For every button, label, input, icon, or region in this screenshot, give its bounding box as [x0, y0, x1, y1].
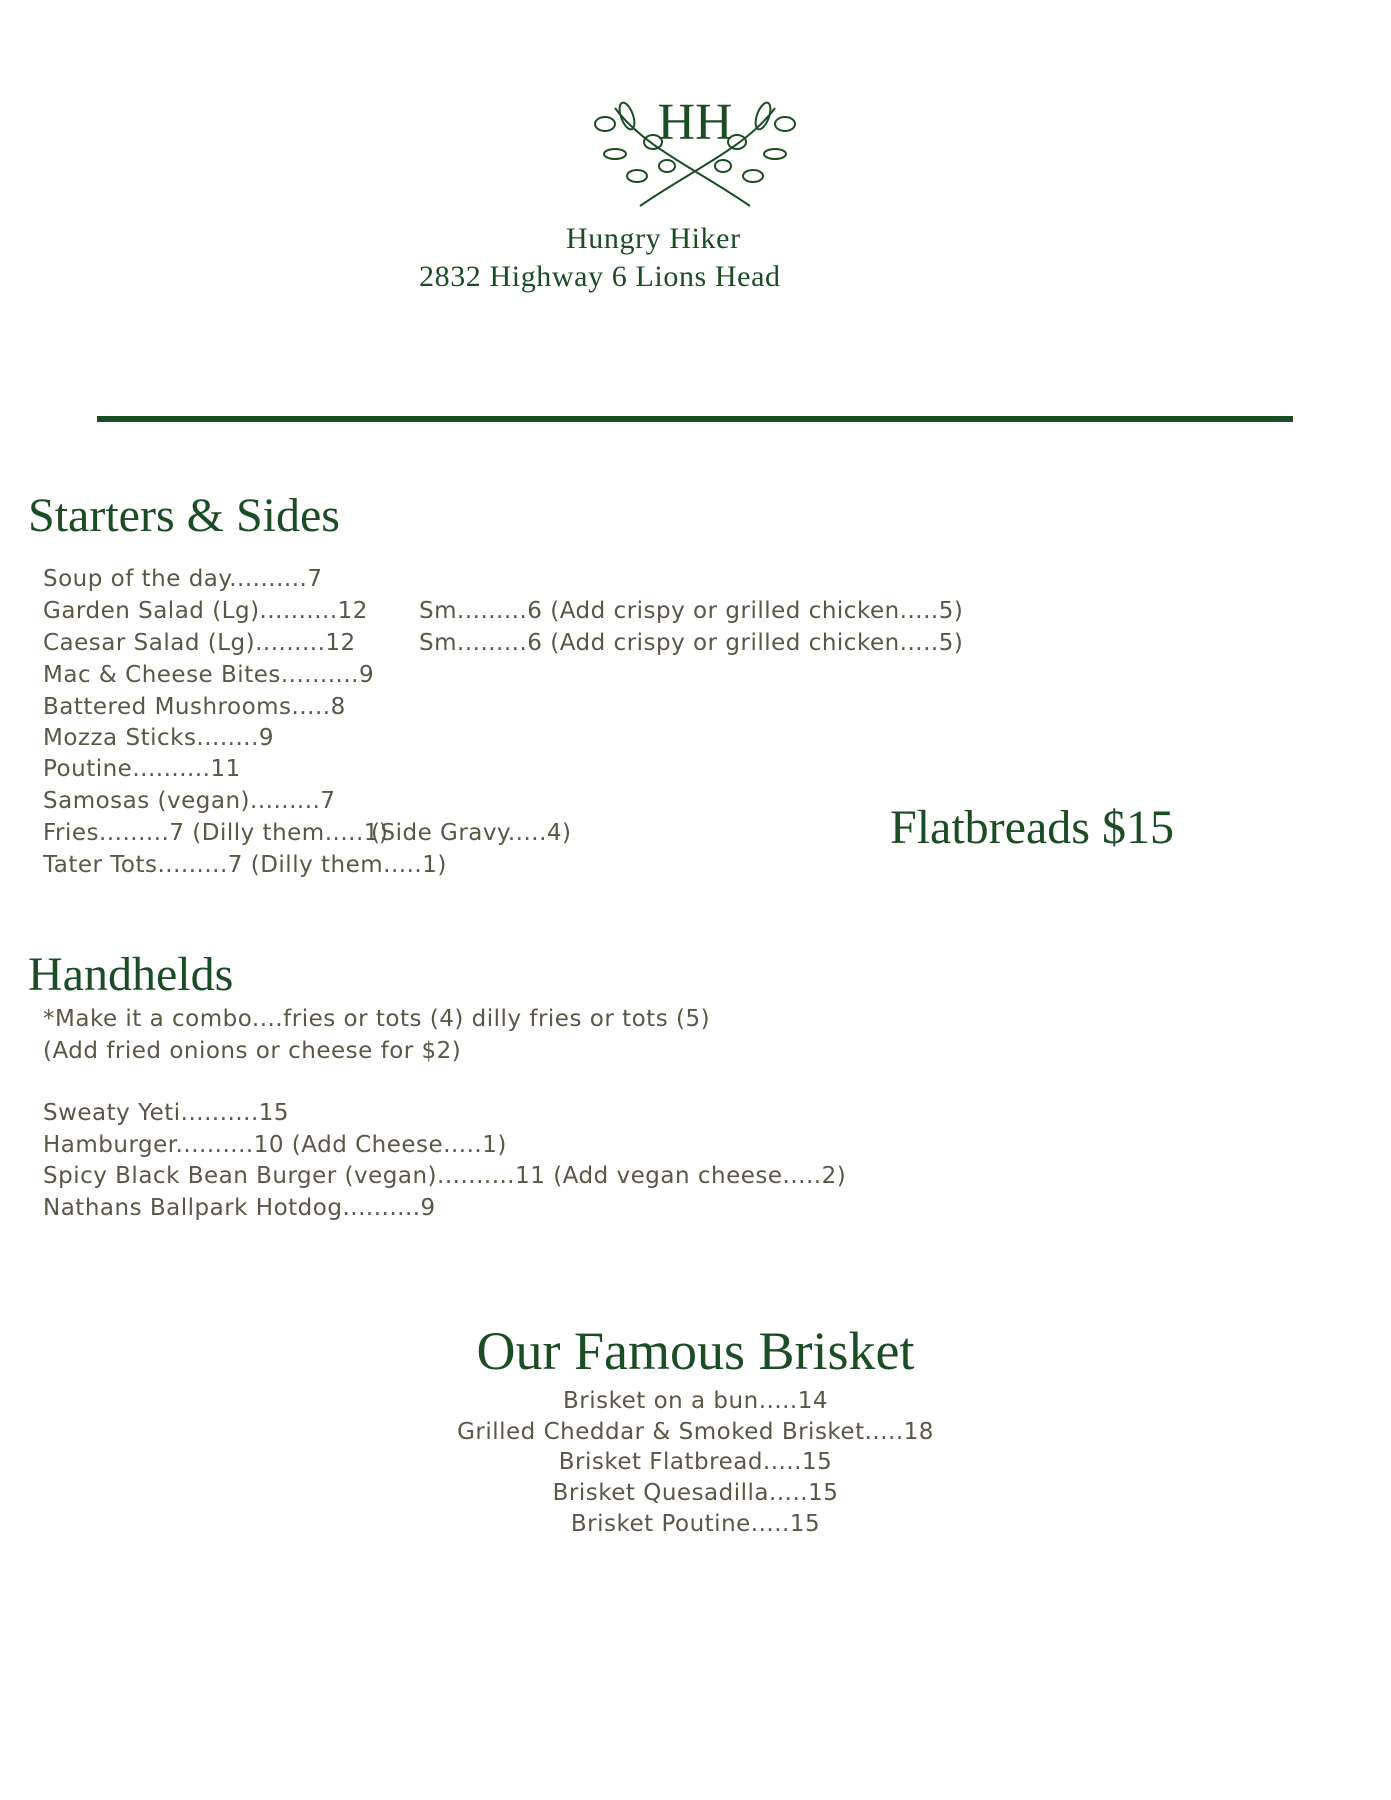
starters-item: Caesar Salad (Lg).........12: [43, 630, 356, 656]
logo-monogram: HH: [657, 94, 733, 151]
starters-item: Battered Mushrooms.....8: [43, 694, 346, 720]
brisket-item: Brisket on a bun.....14: [562, 1388, 829, 1414]
starters-item: Mozza Sticks........9: [43, 725, 275, 751]
caesar-salad-small: Sm.........6 (Add crispy or grilled chicken.....5): [419, 630, 964, 656]
starters-item: Poutine..........11: [43, 756, 241, 782]
brisket-item: Brisket Flatbread.....15: [558, 1449, 833, 1475]
garden-salad-small: Sm.........6 (Add crispy or grilled chicken.....5): [419, 598, 964, 624]
handhelds-item: Hamburger..........10 (Add Cheese.....1): [43, 1132, 507, 1158]
starters-title: Starters & Sides: [28, 489, 340, 542]
brisket-item: Grilled Cheddar & Smoked Brisket.....18: [457, 1419, 934, 1445]
starters-item: Garden Salad (Lg)..........12: [43, 598, 368, 624]
restaurant-address: 2832 Highway 6 Lions Head: [419, 260, 781, 293]
logo: [575, 88, 815, 208]
starters-item: Fries.........7 (Dilly them.....1): [43, 820, 389, 846]
addon-note: (Add fried onions or cheese for $2): [43, 1038, 462, 1064]
side-gravy: (Side Gravy.....4): [371, 820, 572, 846]
handhelds-item: Spicy Black Bean Burger (vegan)..........11 (Add vegan cheese.....2): [43, 1163, 847, 1189]
handhelds-item: Nathans Ballpark Hotdog..........9: [43, 1195, 436, 1221]
divider: [97, 416, 1293, 422]
brisket-item: Brisket Poutine.....15: [570, 1511, 821, 1537]
starters-item: Samosas (vegan).........7: [43, 788, 336, 814]
starters-item: Tater Tots.........7 (Dilly them.....1): [43, 852, 447, 878]
handhelds-item: Sweaty Yeti..........15: [43, 1100, 290, 1126]
starters-item: Soup of the day..........7: [43, 566, 323, 592]
combo-note: *Make it a combo....fries or tots (4) dilly fries or tots (5): [43, 1006, 711, 1032]
starters-item: Mac & Cheese Bites..........9: [43, 662, 375, 688]
brisket-title: Our Famous Brisket: [476, 1321, 915, 1381]
handhelds-title: Handhelds: [28, 948, 234, 1001]
brisket-item: Brisket Quesadilla.....15: [552, 1480, 839, 1506]
restaurant-name: Hungry Hiker: [566, 222, 741, 255]
flatbreads-title: Flatbreads $15: [890, 801, 1174, 854]
